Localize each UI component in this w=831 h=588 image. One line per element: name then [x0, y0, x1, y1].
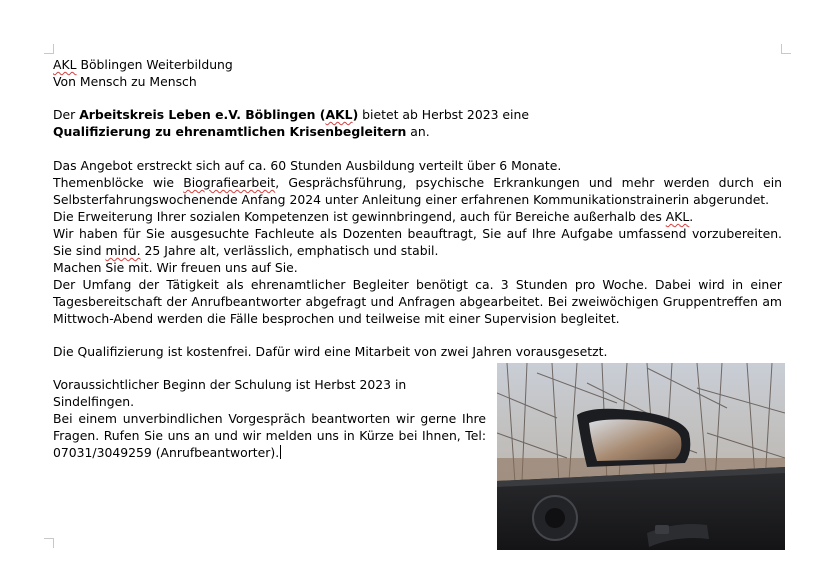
car-mirror-photo[interactable] [497, 363, 785, 550]
lecturers-text-b[interactable]: 25 Jahre alt, verlässlich, emphatisch und stabil. [140, 243, 439, 258]
text-cursor [280, 445, 281, 459]
spellcheck-word[interactable]: AKL [53, 57, 77, 72]
crop-mark-top-right [781, 44, 791, 54]
qualification-title[interactable]: Qualifizierung zu ehrenamtlichen Krisenbegleitern [53, 124, 407, 139]
header-line-1-text[interactable]: Böblingen Weiterbildung [76, 57, 233, 72]
paragraph-lecturers[interactable] [53, 225, 782, 259]
crop-mark-bottom-left [44, 538, 54, 548]
contact-text[interactable] [53, 410, 486, 461]
document-header[interactable] [53, 56, 782, 90]
spellcheck-word[interactable]: AKL [665, 209, 690, 224]
header-line-1[interactable] [53, 56, 782, 73]
intro-paragraph[interactable] [53, 106, 782, 140]
org-name-text[interactable]: Arbeitskreis Leben e.V. Böblingen ( [79, 107, 326, 122]
car-mirror-photo-illustration [497, 363, 785, 550]
topics-text-a[interactable]: Themenblöcke wie [53, 175, 184, 190]
intro-text-a[interactable]: Der [53, 107, 80, 122]
spellcheck-word[interactable]: mind. [105, 243, 141, 258]
cost-text[interactable]: Die Qualifizierung ist kostenfrei. Dafür wird eine Mitarbeit von zwei Jahren vorausgesetzt. [53, 344, 608, 359]
paragraph-skills[interactable] [53, 208, 782, 225]
skills-text-a[interactable]: Die Erweiterung Ihrer sozialen Kompetenzen ist gewinnbringend, auch für Bereiche außerhalb des [53, 209, 666, 224]
spellcheck-word[interactable]: AKL [325, 107, 353, 122]
topics-text-b[interactable]: , Gesprächsführung, psychische Erkrankungen und mehr werden durch ein Selbsterfahrungswochenende Anfang 2024 unter Anleitung einer erfahrenen Kommunikationstrainerin abgerundet. [53, 175, 782, 207]
skills-text-b[interactable]: . [689, 209, 694, 224]
paragraph-contact[interactable] [53, 410, 486, 461]
org-name-close[interactable]: ) [352, 107, 359, 122]
paragraph-offer[interactable]: Das Angebot erstreckt sich auf ca. 60 Stunden Ausbildung verteilt über 6 Monate. [53, 158, 562, 173]
org-name[interactable] [79, 107, 358, 122]
intro-text-b[interactable]: bietet ab Herbst 2023 eine [358, 107, 529, 122]
paragraph-join[interactable]: Machen Sie mit. Wir freuen uns auf Sie. [53, 260, 298, 275]
contact-text-content[interactable]: Bei einem unverbindlichen Vorgespräch beantworten wir gerne Ihre Fragen. Rufen Sie uns an und wir melden uns in Kürze bei Ihnen, Tel: 07031/3049259 (Anrufbeantworter). [53, 411, 486, 460]
body-section-1[interactable] [53, 157, 782, 327]
header-line-2[interactable]: Von Mensch zu Mensch [53, 74, 197, 89]
lecturers-text-a[interactable]: Wir haben für Sie ausgesuchte Fachleute als Dozenten beauftragt, Sie auf Ihre Aufgabe umfassend vorzubereiten. Sie sind [53, 226, 782, 258]
paragraph-topics[interactable] [53, 174, 782, 208]
intro-text-c[interactable]: an. [406, 124, 430, 139]
start-text[interactable]: Voraussichtlicher Beginn der Schulung ist Herbst 2023 in Sindelfingen. [53, 377, 407, 409]
paragraph-scope[interactable]: Der Umfang der Tätigkeit als ehrenamtlicher Begleiter benötigt ca. 3 Stunden pro Woche. Dabei wird in einer Tagesbereitschaft der Anrufbeantworter abgefragt und Anfragen abgearbeitet. Bei zweiwöchigen Gruppentreffen am Mittwoch-Abend werden die Fälle besprochen und teilweise mit einer Supervision begleitet. [53, 277, 782, 326]
paragraph-cost[interactable] [53, 343, 782, 360]
spellcheck-word[interactable]: Biografiearbeit [183, 175, 276, 190]
paragraph-start[interactable] [53, 376, 486, 410]
crop-mark-top-left [44, 44, 54, 54]
